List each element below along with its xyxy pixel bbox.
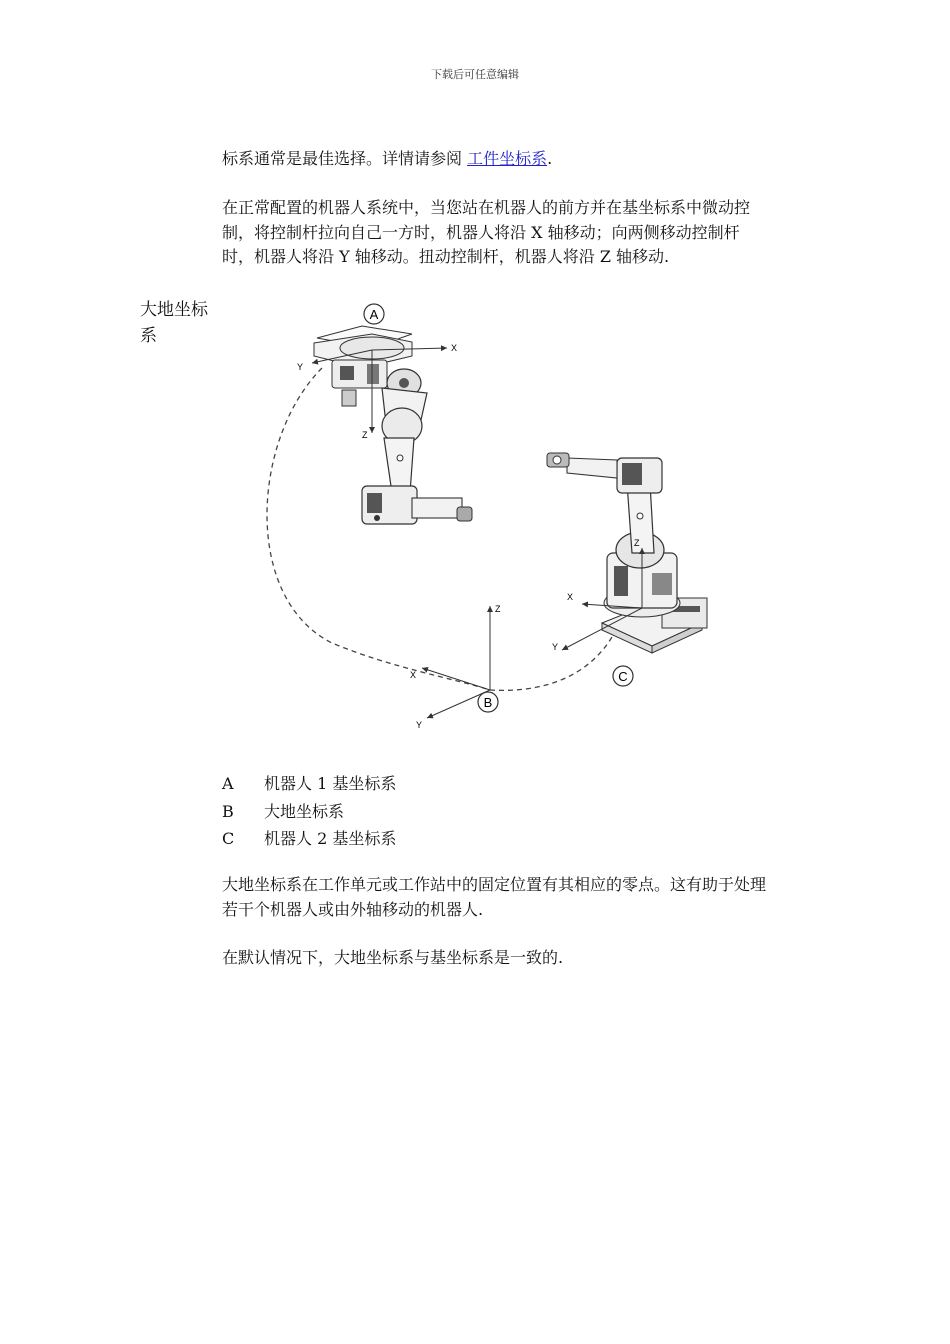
legend-text: 大地坐标系 — [264, 801, 345, 821]
legend-item — [222, 770, 396, 798]
legend-text: 机器人 1 基坐标系 — [264, 774, 397, 793]
paragraph-intro-end: . — [547, 149, 553, 168]
paragraph-world-frame: 大地坐标系在工作单元或工作站中的固定位置有其相应的零点。这有助于处理若干个机器人或由外轴移动的机器人. — [222, 875, 767, 919]
section-heading-world-frame: 大地坐标系 — [140, 300, 208, 346]
coordinate-frame-figure — [222, 298, 767, 748]
robot-1-y-label: Y — [297, 362, 304, 372]
world-z-label: Z — [495, 604, 501, 614]
callout-a-label: A — [369, 307, 379, 322]
legend-key: C — [222, 829, 235, 848]
world-x-axis — [422, 668, 490, 690]
robot-1-illustration — [312, 326, 472, 524]
robot-2-y-label: Y — [552, 642, 559, 652]
paragraph-default: 在默认情况下，大地坐标系与基坐标系是一致的. — [222, 948, 564, 967]
work-object-link[interactable]: 工件坐标系 — [467, 149, 548, 168]
paragraph-intro — [222, 147, 767, 172]
callout-b-label: B — [483, 695, 493, 710]
frame-connection-path — [490, 628, 617, 690]
robot-1-z-label: Z — [362, 430, 368, 440]
legend-key: B — [222, 801, 234, 821]
frame-connection-path — [267, 368, 490, 690]
paragraph-jogging: 在正常配置的机器人系统中，当您站在机器人的前方并在基坐标系中微动控制，将控制杆拉向自己一方时，机器人将沿 X 轴移动；向两侧移动控制杆时，机器人将沿 Y 轴移动。扭动控制杆，机器人将沿 Z 轴移动. — [222, 198, 751, 266]
legend-item — [222, 825, 396, 853]
legend-item — [222, 798, 396, 826]
world-y-label: Y — [416, 720, 423, 730]
figure-legend — [222, 770, 396, 853]
robot-2-x-label: X — [567, 592, 574, 602]
robot-1-x-label: X — [451, 343, 458, 353]
robot-2-z-label: Z — [634, 538, 640, 548]
legend-text: 机器人 2 基坐标系 — [264, 829, 397, 848]
world-x-label: X — [410, 670, 417, 680]
robot-2-illustration — [547, 453, 707, 653]
page-header: 下载后可任意编辑 — [431, 68, 519, 81]
callout-c-label: C — [618, 669, 628, 684]
legend-key: A — [222, 774, 234, 793]
paragraph-intro-text: 标系通常是最佳选择。详情请参阅 — [222, 149, 468, 168]
